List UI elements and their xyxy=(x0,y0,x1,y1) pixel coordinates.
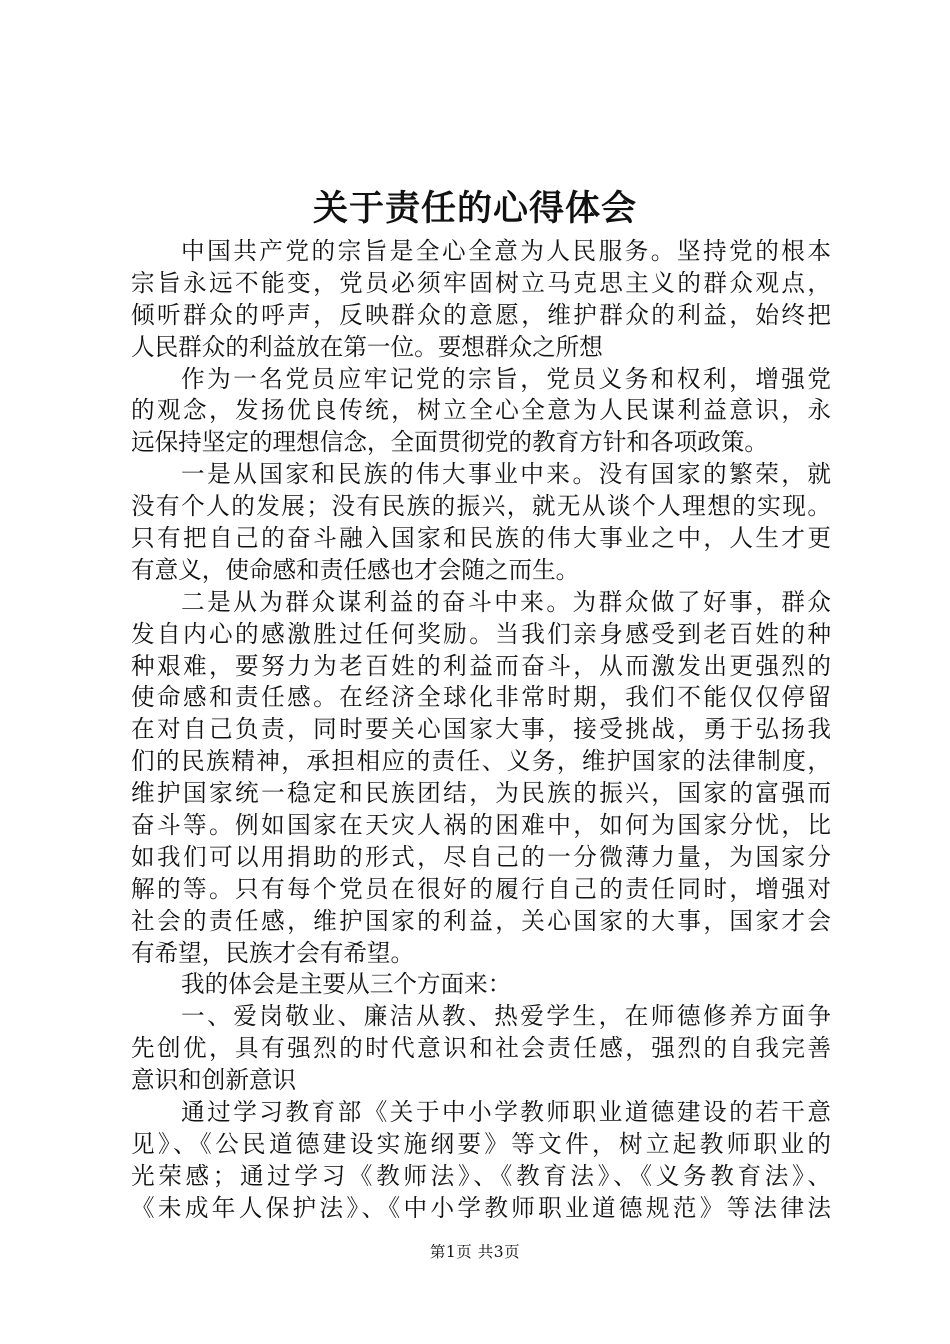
body-text-line: 先创优，具有强烈的时代意识和社会责任感，强烈的自我完善 xyxy=(131,1034,831,1063)
body-text-line: 二是从为群众谋利益的奋斗中来。为群众做了好事，群众 xyxy=(181,587,831,616)
body-text-line: 种艰难，要努力为老百姓的利益而奋斗，从而激发出更强烈的 xyxy=(131,651,831,680)
body-text-line: 在对自己负责，同时要关心国家大事，接受挑战，勇于弘扬我 xyxy=(131,715,831,744)
body-text-line: 们的民族精神，承担相应的责任、义务，维护国家的法律制度， xyxy=(131,747,831,776)
body-text-line: 使命感和责任感。在经济全球化非常时期，我们不能仅仅停留 xyxy=(131,683,831,712)
body-text-line: 宗旨永远不能变，党员必须牢固树立马克思主义的群众观点， xyxy=(131,268,831,297)
body-text-line: 光荣感；通过学习《教师法》、《教育法》、《义务教育法》、 xyxy=(131,1161,831,1190)
body-text-line: 《未成年人保护法》、《中小学教师职业道德规范》等法律法 xyxy=(131,1193,831,1222)
body-text-line: 一、爱岗敬业、廉洁从教、热爱学生，在师德修养方面争 xyxy=(181,1002,831,1031)
body-text-line: 发自内心的感激胜过任何奖励。当我们亲身感受到老百姓的种 xyxy=(131,619,831,648)
body-text-line: 只有把自己的奋斗融入国家和民族的伟大事业之中，人生才更 xyxy=(131,524,831,553)
page-footer: 第1页 共3页 xyxy=(429,1243,521,1261)
body-text-line: 如我们可以用捐助的形式，尽自己的一分微薄力量，为国家分 xyxy=(131,842,831,871)
document-body xyxy=(131,236,831,1225)
body-text-line: 倾听群众的呼声，反映群众的意愿，维护群众的利益，始终把 xyxy=(131,300,831,329)
body-text-line: 解的等。只有每个党员在很好的履行自己的责任同时，增强对 xyxy=(131,874,831,903)
body-text-line: 奋斗等。例如国家在天灾人祸的困难中，如何为国家分忧，比 xyxy=(131,811,831,840)
body-text-line: 人民群众的利益放在第一位。要想群众之所想 xyxy=(131,332,603,361)
body-text-line: 没有个人的发展；没有民族的振兴，就无从谈个人理想的实现。 xyxy=(131,492,831,521)
body-text-line: 中国共产党的宗旨是全心全意为人民服务。坚持党的根本 xyxy=(181,237,831,265)
body-text-line: 有意义，使命感和责任感也才会随之而生。 xyxy=(131,555,580,584)
document-title: 关于责任的心得体会 xyxy=(312,188,637,229)
body-text-line: 社会的责任感，维护国家的利益，关心国家的大事，国家才会 xyxy=(131,906,831,935)
body-text-line: 远保持坚定的理想信念，全面贯彻党的教育方针和各项政策。 xyxy=(131,428,769,457)
body-text-line: 通过学习教育部《关于中小学教师职业道德建设的若干意 xyxy=(181,1098,831,1127)
body-text-line: 意识和创新意识 xyxy=(131,1066,297,1095)
body-text-line: 作为一名党员应牢记党的宗旨，党员义务和权利，增强党 xyxy=(181,364,831,393)
body-text-line: 见》、《公民道德建设实施纲要》等文件，树立起教师职业的 xyxy=(131,1129,831,1158)
body-text-line: 维护国家统一稳定和民族团结，为民族的振兴，国家的富强而 xyxy=(131,779,831,808)
body-text-line: 一是从国家和民族的伟大事业中来。没有国家的繁荣，就 xyxy=(181,460,831,489)
body-text-line: 有希望，民族才会有希望。 xyxy=(131,938,415,967)
body-text-line: 我的体会是主要从三个方面来： xyxy=(181,970,512,999)
body-text-line: 的观念，发扬优良传统，树立全心全意为人民谋利益意识，永 xyxy=(131,396,831,425)
